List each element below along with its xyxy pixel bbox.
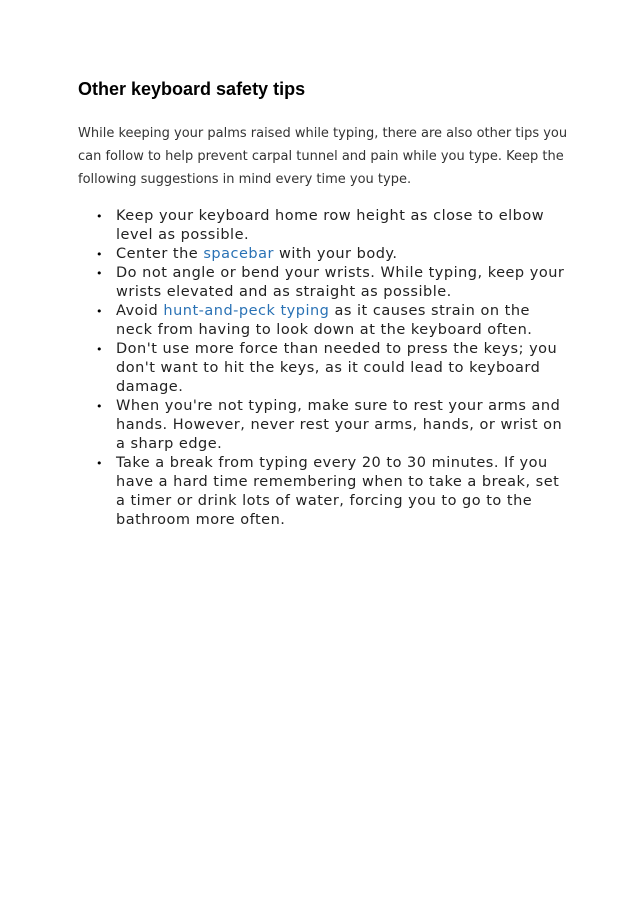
tip-text-before: Avoid	[116, 303, 164, 319]
bullet-icon: •	[96, 343, 103, 356]
bullet-icon: •	[96, 248, 103, 261]
list-item	[94, 207, 568, 245]
tip-text: When you're not typing, make sure to rest your arms and hands. However, never rest your arms, hands, or wrist on a sharp edge.	[116, 398, 563, 452]
list-item	[94, 302, 568, 340]
tip-text: Keep your keyboard home row height as close to elbow level as possible.	[116, 208, 545, 243]
bullet-icon: •	[96, 210, 103, 223]
tip-text-after: with your body.	[273, 246, 398, 262]
list-item	[94, 245, 568, 264]
section-title: Other keyboard safety tips	[78, 79, 306, 99]
list-item	[94, 454, 568, 530]
tip-text-before: Center the	[116, 246, 204, 262]
bullet-icon: •	[96, 457, 103, 470]
list-item	[94, 340, 568, 397]
spacebar-link[interactable]: spacebar	[203, 246, 274, 262]
list-item	[94, 264, 568, 302]
bullet-icon: •	[96, 400, 103, 413]
tip-text: Don't use more force than needed to press the keys; you don't want to hit the keys, as it could lead to keyboard damage.	[116, 341, 558, 395]
hunt-and-peck-link[interactable]: hunt-and-peck typing	[163, 303, 330, 319]
tip-text: Take a break from typing every 20 to 30 minutes. If you have a hard time remembering when to take a break, set a timer or drink lots of water, forcing you to go to the bathroom more often.	[116, 455, 560, 528]
tips-list	[78, 207, 568, 530]
bullet-icon: •	[96, 267, 103, 280]
tip-text: Do not angle or bend your wrists. While typing, keep your wrists elevated and as straight as possible.	[116, 265, 565, 300]
tip-text-after: as it causes strain on the neck from having to look down at the keyboard often.	[116, 303, 533, 338]
intro-paragraph: While keeping your palms raised while typing, there are also other tips you can follow to help prevent carpal tunnel and pain while you type. Keep the following suggestions in mind every time you type.	[78, 126, 568, 187]
list-item	[94, 397, 568, 454]
bullet-icon: •	[96, 305, 103, 318]
